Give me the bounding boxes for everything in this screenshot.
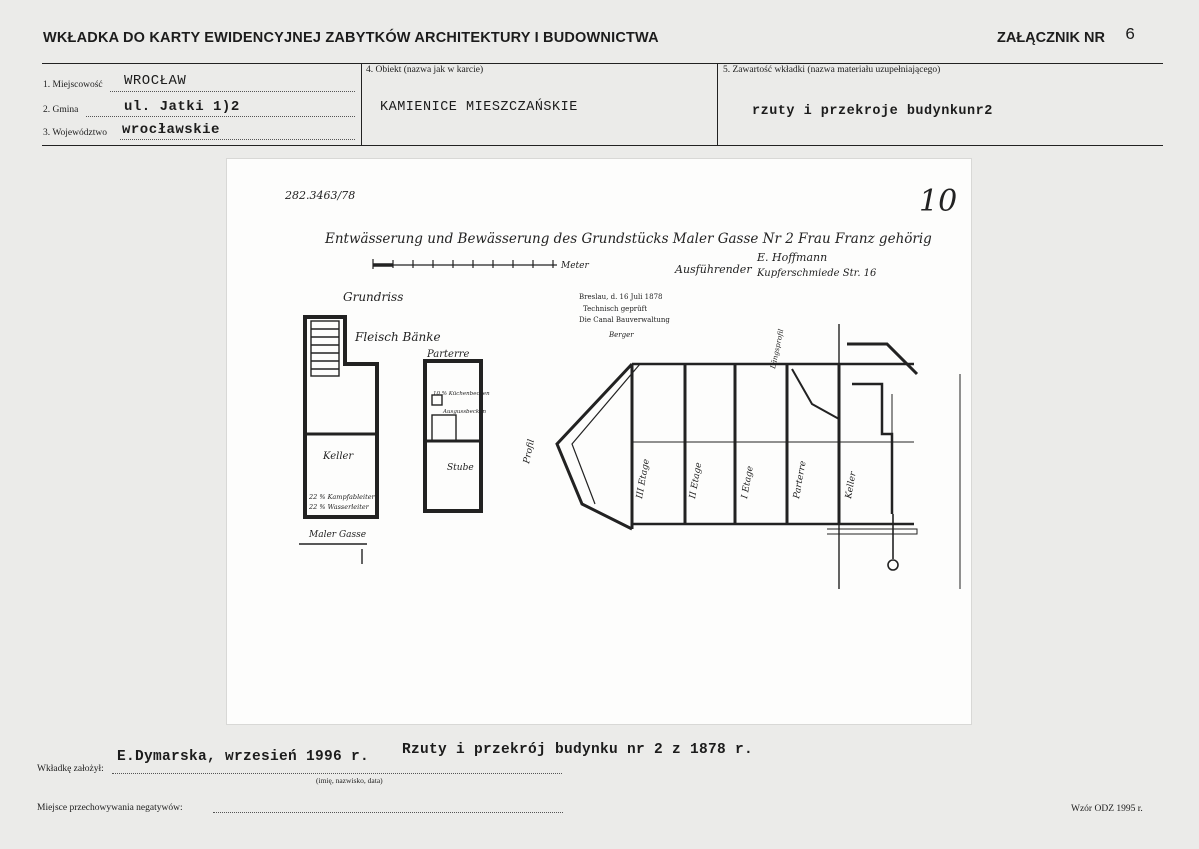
created-by-value: E.Dymarska, wrzesień 1996 r. xyxy=(117,749,370,765)
locality-label: 1. Miejscowość xyxy=(43,80,103,90)
description-value: Rzuty i przekrój budynku nr 2 z 1878 r. xyxy=(402,742,754,758)
room-parlour-label: Stube xyxy=(447,463,474,473)
form-title: WKŁADKA DO KARTY EWIDENCYJNEJ ZABYTKÓW ARCHITEKTURY I BUDOWNICTWA xyxy=(43,30,659,46)
stamp-line-1: Breslau, d. 16 Juli 1878 xyxy=(579,293,663,301)
street-label: Maler Gasse xyxy=(309,530,367,540)
annex-number: 6 xyxy=(1125,26,1136,45)
floor-label-3: III Etage xyxy=(635,458,652,500)
created-by-hint: (imię, nazwisko, data) xyxy=(316,776,383,785)
note-4: 22 % Wasserleiter xyxy=(309,503,369,511)
locality-value: WROCŁAW xyxy=(124,73,187,89)
header-rule-top xyxy=(42,63,1163,64)
drawing-title: Entwässerung und Bewässerung des Grundstücks Maler Gasse Nr 2 Frau Franz gehörig xyxy=(325,231,932,247)
created-by-label: Wkładkę założył: xyxy=(37,764,104,774)
executor-label: Ausführender xyxy=(675,263,752,276)
note-2: Ausgussbecken xyxy=(443,409,487,415)
building-section xyxy=(557,324,960,589)
note-3: 22 % Kampfableiter xyxy=(309,493,375,501)
commune-label: 2. Gmina xyxy=(43,105,79,115)
scale-unit: Meter xyxy=(561,261,589,271)
annex-label: ZAŁĄCZNIK NR xyxy=(997,30,1105,46)
drawing-plan xyxy=(227,159,971,724)
contents-value: rzuty i przekroje budynkunr2 xyxy=(752,104,993,119)
stamp-line-3: Die Canal Bauverwaltung xyxy=(579,316,670,324)
voivodeship-label: 3. Województwo xyxy=(43,128,107,138)
plan-heading: Grundriss xyxy=(343,290,404,304)
floor-label-2: II Etage xyxy=(688,461,705,500)
voivodeship-value: wrocławskie xyxy=(122,122,220,138)
negatives-label: Miejsce przechowywania negatywów: xyxy=(37,803,183,813)
plan-subheading: Fleisch Bänke xyxy=(355,330,441,344)
approval-stamp xyxy=(579,293,670,339)
voivodeship-dots xyxy=(120,139,355,140)
negatives-dots xyxy=(213,812,563,813)
commune-value: ul. Jatki 1)2 xyxy=(124,99,240,115)
executor-address: Kupferschmiede Str. 16 xyxy=(757,268,877,279)
executor-name: E. Hoffmann xyxy=(757,251,828,264)
floor-label-1: I Etage xyxy=(740,465,756,500)
created-by-dots xyxy=(112,773,562,774)
ground-plan-left xyxy=(299,317,377,564)
floor-labels xyxy=(635,458,859,500)
drawing-sheet-number: 10 xyxy=(919,184,958,219)
commune-dots xyxy=(86,116,355,117)
stamp-line-2: Technisch geprüft xyxy=(583,305,648,313)
room-cellar-label: Keller xyxy=(323,451,354,462)
section-label: Profil xyxy=(522,438,538,465)
drawing-ref-number: 282.3463/78 xyxy=(285,189,356,202)
ground-plan-right xyxy=(425,361,481,511)
column-divider-1 xyxy=(361,63,362,145)
drawing-photo xyxy=(227,159,971,724)
form-code: Wzór ODZ 1995 r. xyxy=(1071,804,1143,814)
object-label: 4. Obiekt (nazwa jak w karcie) xyxy=(366,65,484,75)
floor-label-parterre: Parterre xyxy=(792,460,809,500)
note-1: 10 % Küchenbecken xyxy=(433,391,490,397)
note-5: Längsprofil xyxy=(769,328,786,370)
parterre-heading: Parterre xyxy=(427,349,470,360)
floor-label-cellar: Keller xyxy=(844,470,859,500)
stamp-line-4: Berger xyxy=(609,331,634,339)
header-rule-bottom xyxy=(42,145,1163,146)
scale-bar xyxy=(373,259,557,269)
contents-label: 5. Zawartość wkładki (nazwa materiału uzupełniającego) xyxy=(723,65,941,75)
object-value: KAMIENICE MIESZCZAŃSKIE xyxy=(380,100,578,115)
column-divider-2 xyxy=(717,63,718,145)
locality-dots xyxy=(110,91,355,92)
